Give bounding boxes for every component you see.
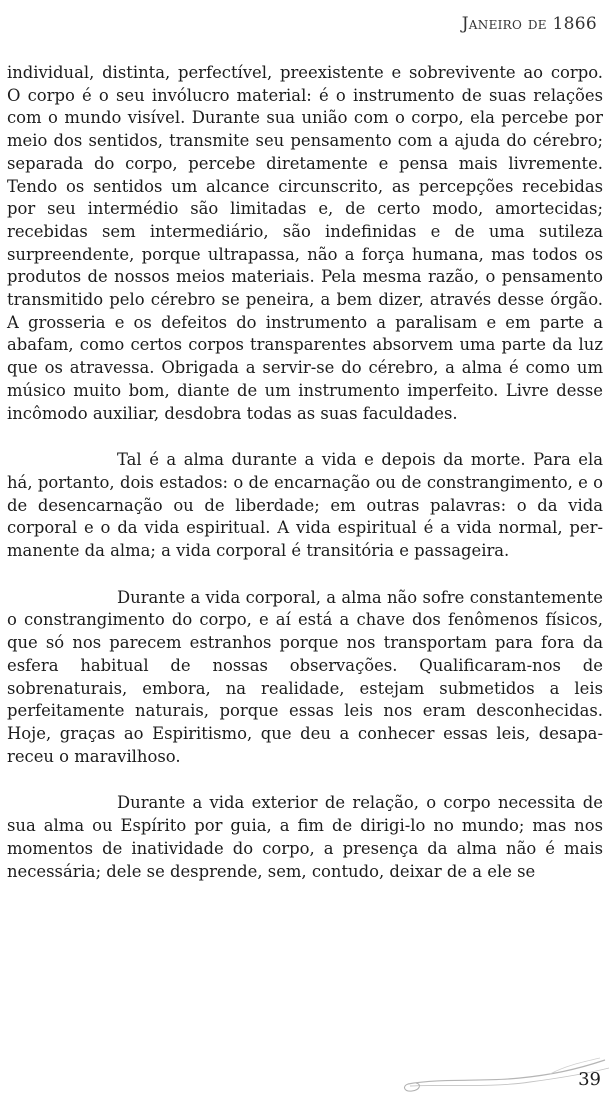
paragraph-1: individual, distinta, perfectível, preexistente e sobrevivente ao corpo. O corpo é o seu invólucro material: é o instrumento de suas relações com o mundo visível. Durante sua união com o corpo, ela percebe por meio dos sentidos, transmite seu pensamento com a ajuda do cérebro; separada do corpo, percebe diretamente e pensa mais livremente. Tendo os sentidos um alcance circunscrito, as percepções recebidas por seu intermédio são limitadas e, de certo modo, amortecidas; recebidas sem intermediário, são indefinidas e de uma sutileza surpreendente, porque ultrapassa, não a força humana, mas todos os produtos de nossos meios materiais. Pela mesma razão, o pensamento transmitido pelo cérebro se peneira, a bem dizer, através desse órgão. A grosseria e os defeitos do instrumento a paralisam e em parte a abafam, como certos corpos transparentes absorvem uma parte da luz que os atravessa. Obrigada a servir-se do cérebro, a alma é como um músico muito bom, diante de um instrumento imperfeito. Livre desse incômodo auxiliar, desdobra todas as suas faculdades. [7, 63, 603, 423]
page-body-text [7, 62, 603, 883]
page-number: 39 [578, 1069, 601, 1090]
paragraph-4: Durante a vida exterior de relação, o corpo necessita de sua alma ou Espírito por guia, a fim de dirigi-lo no mundo; mas nos momentos de inatividade do corpo, a presença da alma não é mais necessária; dele se desprende, sem, contudo, deixar de a ele se [7, 793, 603, 881]
running-header-title: Janeiro de 1866 [461, 14, 597, 34]
paragraph-3: Durante a vida corporal, a alma não sofre constantemente o constrangimento do corpo, e aí está a chave dos fenômenos físicos, que só nos parecem estranhos porque nos transportam para fora da esfera habitual de nossas observações. Qualificaram-nos de sobrenaturais, embora, na realidade, estejam submetidos a leis perfeitamente naturais, porque essas leis nos eram desconhecidas. Hoje, graças ao Espiritismo, que deu a conhecer essas leis, desapareceu o maravilhoso. [7, 587, 603, 766]
paragraph-2: Tal é a alma durante a vida e depois da morte. Para ela há, portanto, dois estados: o de encarnação ou de constrangimento, e o de desencarnação ou de liberdade; em outras palavras: o da vida corporal e o da vida espiritual. A vida espiritual é a vida normal, permanente da alma; a vida corporal é transitória e passageira. [7, 450, 603, 561]
